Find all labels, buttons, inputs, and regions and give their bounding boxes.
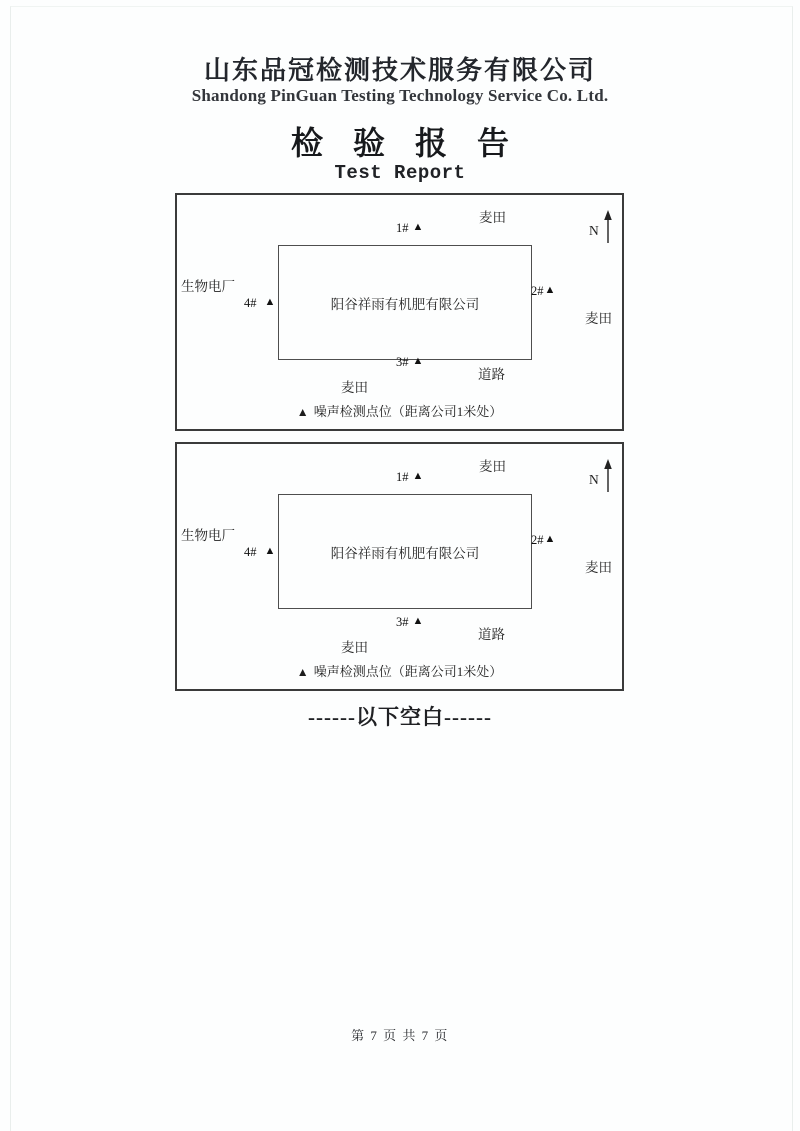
facility-boundary-box [278, 494, 532, 609]
noise-point-marker-4 [244, 296, 275, 311]
facility-name: 阳谷祥雨有机肥有限公司 [330, 545, 480, 561]
north-arrow-icon [601, 210, 615, 244]
marker-label: 1# [396, 470, 409, 484]
legend-triangle-icon: ▲ [296, 665, 309, 679]
report-title-en: Test Report [334, 162, 466, 184]
label-wheat-field-north: 麦田 [479, 459, 506, 474]
end-of-content-note: ------以下空白------ [308, 705, 492, 729]
marker-label: 4# [244, 296, 257, 310]
north-indicator [589, 210, 615, 244]
north-indicator [589, 459, 615, 493]
label-wheat-field-south: 麦田 [341, 640, 368, 655]
marker-label: 3# [396, 615, 409, 629]
facility-name: 阳谷祥雨有机肥有限公司 [330, 296, 480, 312]
triangle-icon: ▲ [544, 284, 556, 296]
triangle-icon: ▲ [544, 533, 556, 545]
facility-boundary-box [278, 245, 532, 360]
noise-point-marker-1 [396, 470, 423, 485]
site-plan-diagram-1 [175, 193, 624, 431]
marker-label: 3# [396, 355, 409, 369]
triangle-icon: ▲ [412, 355, 424, 367]
site-plan-diagram-2 [175, 442, 624, 691]
report-title-cn: 检验报告 [290, 125, 539, 161]
marker-label: 1# [396, 221, 409, 235]
triangle-icon: ▲ [264, 296, 276, 308]
company-name-cn: 山东品冠检测技术服务有限公司 [203, 56, 596, 85]
noise-point-marker-3 [396, 355, 423, 370]
triangle-icon: ▲ [264, 545, 276, 557]
diagram-legend [177, 401, 622, 420]
label-wheat-field-north: 麦田 [479, 210, 506, 225]
north-label: N [589, 223, 599, 238]
noise-point-marker-4 [244, 545, 275, 560]
label-wheat-field-east: 麦田 [585, 311, 612, 326]
label-bio-power-plant: 生物电厂 [181, 528, 235, 543]
label-bio-power-plant: 生物电厂 [181, 279, 235, 294]
label-road: 道路 [478, 367, 505, 382]
label-road: 道路 [478, 627, 505, 642]
noise-point-marker-1 [396, 221, 423, 236]
legend-text: 噪声检测点位（距离公司1米处） [313, 664, 503, 679]
triangle-icon: ▲ [412, 470, 424, 482]
north-label: N [589, 472, 599, 487]
noise-point-marker-3 [396, 615, 423, 630]
marker-label: 2# [531, 284, 544, 298]
company-name-en: Shandong PinGuan Testing Technology Service Co. Ltd. [191, 86, 609, 105]
legend-triangle-icon: ▲ [296, 405, 309, 419]
page-number-footer: 第 7 页 共 7 页 [351, 1028, 449, 1043]
marker-label: 4# [244, 545, 257, 559]
noise-point-marker-2 [531, 533, 555, 548]
triangle-icon: ▲ [412, 221, 424, 233]
label-wheat-field-east: 麦田 [585, 560, 612, 575]
north-arrow-icon [601, 459, 615, 493]
diagram-legend [177, 661, 622, 680]
marker-label: 2# [531, 533, 544, 547]
triangle-icon: ▲ [412, 615, 424, 627]
noise-point-marker-2 [531, 284, 555, 299]
legend-text: 噪声检测点位（距离公司1米处） [313, 404, 503, 419]
label-wheat-field-south: 麦田 [341, 380, 368, 395]
